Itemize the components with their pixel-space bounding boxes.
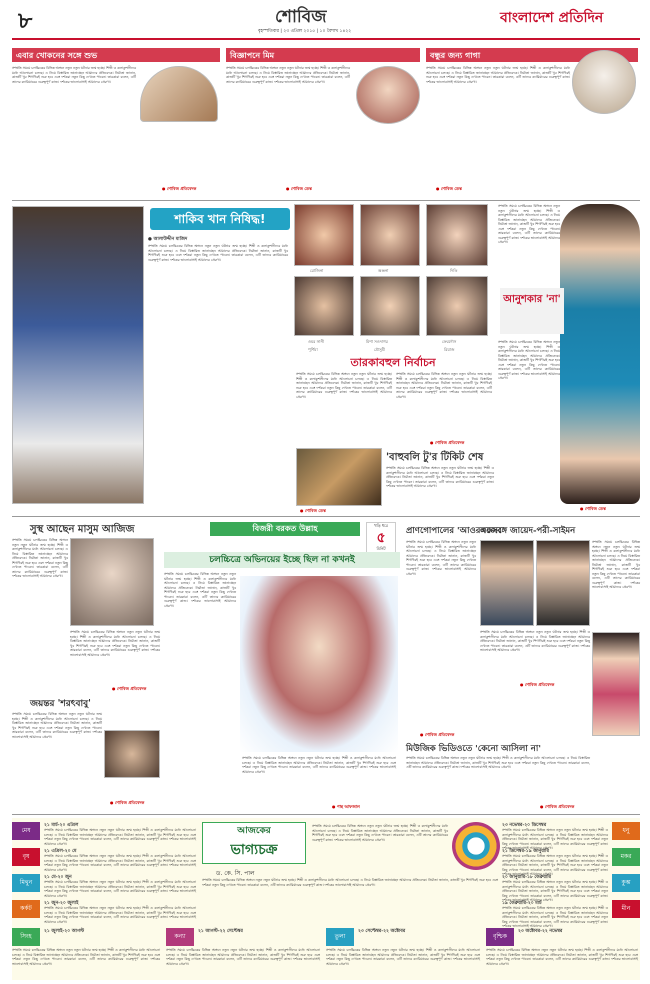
anushka-photo: [560, 204, 640, 504]
sign-label: বৃষ: [12, 848, 40, 866]
aziz-byline: ● শোবিজ প্রতিবেদক: [112, 686, 147, 691]
story-body: সম্প্রতি সময়ে চলচ্চিত্রের বিভিন্ন অঙ্গনে নতুন নতুন ঘটনার জন্ম হচ্ছে। শিল্পী ও কলাকুশলীদের মধ্যে আলোচনা চলছে। এ নিয়ে বিস্তারিত জানাচ্ছেন আমাদের প্রতিবেদক। নির্মাতা জানান, কাজটি খুব শিগগিরই শুরু হবে এবং দর্শকরা নতুন কিছু দেখতে পাবেন। তারকারা বলেন, এটি তাদের ক্যারিয়ারের গুরুত্বপূর্ণ কাজ। দর্শকের ভালোবাসাই আমাদের প্রেরণা।: [226, 66, 350, 84]
anushka-byline: ● শোবিজ ডেস্ক: [580, 506, 606, 511]
bahubali-photo: [296, 448, 382, 506]
star-name: রোজিনা: [310, 268, 324, 273]
story-gaga: [426, 48, 638, 198]
newspaper-name: বাংলাদেশ প্রতিদিন: [500, 10, 604, 26]
jayed-headline: একসঙ্গে জায়েদ-পরী-সাইমন: [480, 526, 576, 536]
star-name: ওমর সানী: [308, 339, 324, 344]
star-photo: [360, 276, 420, 336]
sharabot-byline: ● শোবিজ প্রতিবেদক: [110, 800, 145, 805]
sign-label: মিথুন: [12, 874, 40, 892]
sign-text: সম্প্রতি সময়ে চলচ্চিত্রের বিভিন্ন অঙ্গনে নতুন নতুন ঘটনার জন্ম হচ্ছে। শিল্পী ও কলাকুশলীদের মধ্যে আলোচনা চলছে। এ নিয়ে বিস্তারিত জানাচ্ছেন আমাদের প্রতিবেদক। নির্মাতা জানান, কাজটি খুব শিগগিরই শুরু হবে এবং দর্শকরা নতুন কিছু দেখতে পাবেন। তারকারা বলেন, এটি তাদের ক্যারিয়ারের গুরুত্বপূর্ণ কাজ। দর্শকের ভালোবাসাই আমাদের প্রেরণা।: [12, 948, 160, 966]
sign-libra: [326, 928, 482, 976]
awranzeb-body: সম্প্রতি সময়ে চলচ্চিত্রের বিভিন্ন অঙ্গনে নতুন নতুন ঘটনার জন্ম হচ্ছে। শিল্পী ও কলাকুশলীদের মধ্যে আলোচনা চলছে। এ নিয়ে বিস্তারিত জানাচ্ছেন আমাদের প্রতিবেদক। নির্মাতা জানান, কাজটি খুব শিগগিরই শুরু হবে এবং দর্শকরা নতুন কিছু দেখতে পাবেন। তারকারা বলেন, এটি তাদের ক্যারিয়ারের গুরুত্বপূর্ণ কাজ। দর্শকের ভালোবাসাই আমাদের প্রেরণা।: [406, 540, 476, 576]
shakib-photo: [12, 206, 144, 504]
sign-taurus: [12, 848, 198, 872]
masthead-rule: [12, 38, 640, 40]
story-byline: ● শোবিজ ডেস্ক: [436, 186, 462, 191]
time-badge: [366, 522, 396, 554]
sign-dates: ১৯ ফেব্রুয়ারি-২০ মার্চ: [502, 901, 542, 906]
interview-banner: বিজরী বরকত উল্লাহ: [210, 522, 360, 536]
aziz-photo: [70, 538, 154, 626]
lead-title: শাকিব খান নিষিদ্ধ!: [174, 212, 266, 226]
sign-label: কর্কট: [12, 900, 40, 918]
star-photo: [360, 204, 420, 266]
lead-author: ● আলাউদ্দীন মাজিদ: [148, 237, 188, 242]
sign-text: সম্প্রতি সময়ে চলচ্চিত্রের বিভিন্ন অঙ্গনে নতুন নতুন ঘটনার জন্ম হচ্ছে। শিল্পী ও কলাকুশলীদের মধ্যে আলোচনা চলছে। এ নিয়ে বিস্তারিত জানাচ্ছেন আমাদের প্রতিবেদক। নির্মাতা জানান, কাজটি খুব শিগগিরই শুরু হবে এবং দর্শকরা নতুন কিছু দেখতে পাবেন। তারকারা বলেন, এটি তাদের ক্যারিয়ারের গুরুত্বপূর্ণ কাজ। দর্শকের ভালোবাসাই আমাদের প্রেরণা।: [486, 948, 638, 966]
sharabot-headline: জয়ন্তর 'শরৎবাবু': [30, 699, 91, 709]
sign-text: সম্প্রতি সময়ে চলচ্চিত্রের বিভিন্ন অঙ্গনে নতুন নতুন ঘটনার জন্ম হচ্ছে। শিল্পী ও কলাকুশলীদের মধ্যে আলোচনা চলছে। এ নিয়ে বিস্তারিত জানাচ্ছেন আমাদের প্রতিবেদক। নির্মাতা জানান, কাজটি খুব শিগগিরই শুরু হবে এবং দর্শকরা নতুন কিছু দেখতে পাবেন। তারকারা বলেন, এটি তাদের ক্যারিয়ারের গুরুত্বপূর্ণ কাজ। দর্শকের ভালোবাসাই আমাদের প্রেরণা।: [44, 854, 196, 872]
bahubali-byline: ● শোবিজ ডেস্ক: [300, 508, 326, 513]
bottom-divider: [12, 814, 640, 815]
sign-label: মীন: [612, 900, 640, 918]
star-photo: [294, 276, 354, 336]
sharabot-body: সম্প্রতি সময়ে চলচ্চিত্রের বিভিন্ন অঙ্গনে নতুন নতুন ঘটনার জন্ম হচ্ছে। শিল্পী ও কলাকুশলীদের মধ্যে আলোচনা চলছে। এ নিয়ে বিস্তারিত জানাচ্ছেন আমাদের প্রতিবেদক। নির্মাতা জানান, কাজটি খুব শিগগিরই শুরু হবে এবং দর্শকরা নতুন কিছু দেখতে পাবেন। তারকারা বলেন, এটি তাদের ক্যারিয়ারের গুরুত্বপূর্ণ কাজ। দর্শকের ভালোবাসাই আমাদের প্রেরণা।: [12, 712, 102, 739]
sign-dates: ২১ মে-২০ জুন: [44, 875, 72, 880]
sign-dates: ২১ জুন-২০ জুলাই: [44, 901, 79, 906]
story-byline: ● শোবিজ ডেস্ক: [286, 186, 312, 191]
tarokabohul-body: সম্প্রতি সময়ে চলচ্চিত্রের বিভিন্ন অঙ্গনে নতুন নতুন ঘটনার জন্ম হচ্ছে। শিল্পী ও কলাকুশলীদের মধ্যে আলোচনা চলছে। এ নিয়ে বিস্তারিত জানাচ্ছেন আমাদের প্রতিবেদক। নির্মাতা জানান, কাজটি খুব শিগগিরই শুরু হবে এবং দর্শকরা নতুন কিছু দেখতে পাবেন। তারকারা বলেন, এটি তাদের ক্যারিয়ারের গুরুত্বপূর্ণ কাজ। দর্শকের ভালোবাসাই আমাদের প্রেরণা।: [296, 372, 392, 399]
sign-label: ধনু: [612, 822, 640, 840]
sign-scorpio: [486, 928, 640, 976]
horoscope-title-small: আজকের: [237, 826, 271, 836]
star-name: অঞ্জনা: [378, 268, 389, 273]
aziz-headline: সুস্থ আছেন মাসুম আজিজ: [30, 524, 135, 535]
tarokabohul-byline: ● শোবিজ প্রতিবেদক: [430, 440, 465, 445]
sign-dates: ২০ জানুয়ারি-১৮ ফেব্রুয়ারি: [502, 875, 552, 880]
top-divider: [12, 200, 640, 201]
interview-box: [164, 522, 400, 812]
star-photo: [426, 276, 488, 336]
sign-label: কুম্ভ: [612, 874, 640, 892]
star-photo: [294, 204, 354, 266]
sign-dates: ২১ আগস্ট-২২ সেপ্টেম্বর: [198, 929, 243, 934]
awranzeb-headline: প্রাণগোপালের 'আওরঙ্গজেব': [406, 526, 505, 536]
sign-virgo: [166, 928, 322, 976]
star-name: দিতি: [450, 268, 458, 273]
horoscope-intro: সম্প্রতি সময়ে চলচ্চিত্রের বিভিন্ন অঙ্গনে নতুন নতুন ঘটনার জন্ম হচ্ছে। শিল্পী ও কলাকুশলীদের মধ্যে আলোচনা চলছে। এ নিয়ে বিস্তারিত জানাচ্ছেন আমাদের প্রতিবেদক। নির্মাতা জানান, কাজটি খুব শিগগিরই শুরু হবে এবং দর্শকরা নতুন কিছু দেখতে পাবেন। তারকারা বলেন, এটি তাদের ক্যারিয়ারের গুরুত্বপূর্ণ কাজ। দর্শকের ভালোবাসাই আমাদের প্রেরণা।: [312, 824, 448, 842]
aziz-body: সম্প্রতি সময়ে চলচ্চিত্রের বিভিন্ন অঙ্গনে নতুন নতুন ঘটনার জন্ম হচ্ছে। শিল্পী ও কলাকুশলীদের মধ্যে আলোচনা চলছে। এ নিয়ে বিস্তারিত জানাচ্ছেন আমাদের প্রতিবেদক। নির্মাতা জানান, কাজটি খুব শিগগিরই শুরু হবে এবং দর্শকরা নতুন কিছু দেখতে পাবেন। তারকারা বলেন, এটি তাদের ক্যারিয়ারের গুরুত্বপূর্ণ কাজ। দর্শকের ভালোবাসাই আমাদের প্রেরণা।: [12, 538, 68, 578]
sign-aries: [12, 822, 198, 846]
sign-text: সম্প্রতি সময়ে চলচ্চিত্রের বিভিন্ন অঙ্গনে নতুন নতুন ঘটনার জন্ম হচ্ছে। শিল্পী ও কলাকুশলীদের মধ্যে আলোচনা চলছে। এ নিয়ে বিস্তারিত জানাচ্ছেন আমাদের প্রতিবেদক। নির্মাতা জানান, কাজটি খুব শিগগিরই শুরু হবে এবং দর্শকরা নতুন কিছু দেখতে পাবেন। তারকারা বলেন, এটি তাদের ক্যারিয়ারের গুরুত্বপূর্ণ কাজ। দর্শকের ভালোবাসাই আমাদের প্রেরণা।: [166, 948, 320, 966]
story-photo: [356, 66, 420, 124]
bahubali-body: সম্প্রতি সময়ে চলচ্চিত্রের বিভিন্ন অঙ্গনে নতুন নতুন ঘটনার জন্ম হচ্ছে। শিল্পী ও কলাকুশলীদের মধ্যে আলোচনা চলছে। এ নিয়ে বিস্তারিত জানাচ্ছেন আমাদের প্রতিবেদক। নির্মাতা জানান, কাজটি খুব শিগগিরই শুরু হবে এবং দর্শকরা নতুন কিছু দেখতে পাবেন। তারকারা বলেন, এটি তাদের ক্যারিয়ারের গুরুত্বপূর্ণ কাজ। দর্শকের ভালোবাসাই আমাদের প্রেরণা।: [386, 466, 494, 488]
sign-dates: ২১ এপ্রিল-২০ মে: [44, 849, 77, 854]
sign-text: সম্প্রতি সময়ে চলচ্চিত্রের বিভিন্ন অঙ্গনে নতুন নতুন ঘটনার জন্ম হচ্ছে। শিল্পী ও কলাকুশলীদের মধ্যে আলোচনা চলছে। এ নিয়ে বিস্তারিত জানাচ্ছেন আমাদের প্রতিবেদক। নির্মাতা জানান, কাজটি খুব শিগগিরই শুরু হবে এবং দর্শকরা নতুন কিছু দেখতে পাবেন। তারকারা বলেন, এটি তাদের ক্যারিয়ারের গুরুত্বপূর্ণ কাজ। দর্শকের ভালোবাসাই আমাদের প্রেরণা।: [502, 854, 608, 876]
video-byline: ● শোবিজ প্রতিবেদক: [540, 804, 575, 809]
sign-text: সম্প্রতি সময়ে চলচ্চিত্রের বিভিন্ন অঙ্গনে নতুন নতুন ঘটনার জন্ম হচ্ছে। শিল্পী ও কলাকুশলীদের মধ্যে আলোচনা চলছে। এ নিয়ে বিস্তারিত জানাচ্ছেন আমাদের প্রতিবেদক। নির্মাতা জানান, কাজটি খুব শিগগিরই শুরু হবে এবং দর্শকরা নতুন কিছু দেখতে পাবেন। তারকারা বলেন, এটি তাদের ক্যারিয়ারের গুরুত্বপূর্ণ কাজ। দর্শকের ভালোবাসাই আমাদের প্রেরণা।: [326, 948, 480, 966]
sign-text: সম্প্রতি সময়ে চলচ্চিত্রের বিভিন্ন অঙ্গনে নতুন নতুন ঘটনার জন্ম হচ্ছে। শিল্পী ও কলাকুশলীদের মধ্যে আলোচনা চলছে। এ নিয়ে বিস্তারিত জানাচ্ছেন আমাদের প্রতিবেদক। নির্মাতা জানান, কাজটি খুব শিগগিরই শুরু হবে এবং দর্শকরা নতুন কিছু দেখতে পাবেন। তারকারা বলেন, এটি তাদের ক্যারিয়ারের গুরুত্বপূর্ণ কাজ। দর্শকের ভালোবাসাই আমাদের প্রেরণা।: [44, 828, 196, 846]
anushka-title: আনুশকার 'না': [503, 294, 561, 305]
sign-text: সম্প্রতি সময়ে চলচ্চিত্রের বিভিন্ন অঙ্গনে নতুন নতুন ঘটনার জন্ম হচ্ছে। শিল্পী ও কলাকুশলীদের মধ্যে আলোচনা চলছে। এ নিয়ে বিস্তারিত জানাচ্ছেন আমাদের প্রতিবেদক। নির্মাতা জানান, কাজটি খুব শিগগিরই শুরু হবে এবং দর্শকরা নতুন কিছু দেখতে পাবেন। তারকারা বলেন, এটি তাদের ক্যারিয়ারের গুরুত্বপূর্ণ কাজ। দর্শকের ভালোবাসাই আমাদের প্রেরণা।: [502, 880, 608, 902]
star-photo: [426, 204, 488, 266]
sign-leo: [12, 928, 162, 976]
story-headline: বিজ্ঞাপনে মিম: [226, 48, 420, 62]
sharabot-photo: [104, 730, 160, 778]
sign-dates: ২৩ নভেম্বর-২০ ডিসেম্বর: [502, 823, 547, 828]
sign-text: সম্প্রতি সময়ে চলচ্চিত্রের বিভিন্ন অঙ্গনে নতুন নতুন ঘটনার জন্ম হচ্ছে। শিল্পী ও কলাকুশলীদের মধ্যে আলোচনা চলছে। এ নিয়ে বিস্তারিত জানাচ্ছেন আমাদের প্রতিবেদক। নির্মাতা জানান, কাজটি খুব শিগগিরই শুরু হবে এবং দর্শকরা নতুন কিছু দেখতে পাবেন। তারকারা বলেন, এটি তাদের ক্যারিয়ারের গুরুত্বপূর্ণ কাজ। দর্শকের ভালোবাসাই আমাদের প্রেরণা।: [502, 906, 608, 928]
aziz-body: সম্প্রতি সময়ে চলচ্চিত্রের বিভিন্ন অঙ্গনে নতুন নতুন ঘটনার জন্ম হচ্ছে। শিল্পী ও কলাকুশলীদের মধ্যে আলোচনা চলছে। এ নিয়ে বিস্তারিত জানাচ্ছেন আমাদের প্রতিবেদক। নির্মাতা জানান, কাজটি খুব শিগগিরই শুরু হবে এবং দর্শকরা নতুন কিছু দেখতে পাবেন। তারকারা বলেন, এটি তাদের ক্যারিয়ারের গুরুত্বপূর্ণ কাজ। দর্শকের ভালোবাসাই আমাদের প্রেরণা।: [70, 630, 160, 657]
anushka-headline: [500, 288, 564, 334]
star-name: পূর্ণিমা: [308, 347, 318, 352]
sign-dates: ২১ মার্চ-২০ এপ্রিল: [44, 823, 79, 828]
video-headline: মিউজিক ভিডিওতে 'কেনো আসিলা না': [406, 744, 541, 754]
story-body: সম্প্রতি সময়ে চলচ্চিত্রের বিভিন্ন অঙ্গনে নতুন নতুন ঘটনার জন্ম হচ্ছে। শিল্পী ও কলাকুশলীদের মধ্যে আলোচনা চলছে। এ নিয়ে বিস্তারিত জানাচ্ছেন আমাদের প্রতিবেদক। নির্মাতা জানান, কাজটি খুব শিগগিরই শুরু হবে এবং দর্শকরা নতুন কিছু দেখতে পাবেন। তারকারা বলেন, এটি তাদের ক্যারিয়ারের গুরুত্বপূর্ণ কাজ। দর্শকের ভালোবাসাই আমাদের প্রেরণা।: [12, 66, 136, 84]
story-photo: [572, 50, 636, 114]
horoscope-title-box: [202, 822, 306, 864]
sign-label: মকর: [612, 848, 640, 866]
interview-byline: ● পান্থ আফজাল: [332, 804, 360, 809]
anushka-body: সম্প্রতি সময়ে চলচ্চিত্রের বিভিন্ন অঙ্গনে নতুন নতুন ঘটনার জন্ম হচ্ছে। শিল্পী ও কলাকুশলীদের মধ্যে আলোচনা চলছে। এ নিয়ে বিস্তারিত জানাচ্ছেন আমাদের প্রতিবেদক। নির্মাতা জানান, কাজটি খুব শিগগিরই শুরু হবে এবং দর্শকরা নতুন কিছু দেখতে পাবেন। তারকারা বলেন, এটি তাদের ক্যারিয়ারের গুরুত্বপূর্ণ কাজ। দর্শকের ভালোবাসাই আমাদের প্রেরণা।: [498, 204, 560, 244]
interview-body: সম্প্রতি সময়ে চলচ্চিত্রের বিভিন্ন অঙ্গনে নতুন নতুন ঘটনার জন্ম হচ্ছে। শিল্পী ও কলাকুশলীদের মধ্যে আলোচনা চলছে। এ নিয়ে বিস্তারিত জানাচ্ছেন আমাদের প্রতিবেদক। নির্মাতা জানান, কাজটি খুব শিগগিরই শুরু হবে এবং দর্শকরা নতুন কিছু দেখতে পাবেন। তারকারা বলেন, এটি তাদের ক্যারিয়ারের গুরুত্বপূর্ণ কাজ। দর্শকের ভালোবাসাই আমাদের প্রেরণা।: [164, 572, 236, 608]
lead-body: সম্প্রতি সময়ে চলচ্চিত্রের বিভিন্ন অঙ্গনে নতুন নতুন ঘটনার জন্ম হচ্ছে। শিল্পী ও কলাকুশলীদের মধ্যে আলোচনা চলছে। এ নিয়ে বিস্তারিত জানাচ্ছেন আমাদের প্রতিবেদক। নির্মাতা জানান, কাজটি খুব শিগগিরই শুরু হবে এবং দর্শকরা নতুন কিছু দেখতে পাবেন। তারকারা বলেন, এটি তাদের ক্যারিয়ারের গুরুত্বপূর্ণ কাজ। দর্শকের ভালোবাসাই আমাদের প্রেরণা।: [148, 244, 288, 262]
section-title: শোবিজ: [275, 7, 327, 27]
sign-dates: ২৩ অক্টোবর-২২ নভেম্বর: [518, 929, 563, 934]
tarokabohul-title: তারকাবহুল নির্বাচন: [350, 356, 436, 369]
sign-label: কন্যা: [166, 928, 194, 946]
story-photo: [140, 66, 218, 122]
badge-top: খড়ি ধরে: [374, 523, 388, 528]
sign-text: সম্প্রতি সময়ে চলচ্চিত্রের বিভিন্ন অঙ্গনে নতুন নতুন ঘটনার জন্ম হচ্ছে। শিল্পী ও কলাকুশলীদের মধ্যে আলোচনা চলছে। এ নিয়ে বিস্তারিত জানাচ্ছেন আমাদের প্রতিবেদক। নির্মাতা জানান, কাজটি খুব শিগগিরই শুরু হবে এবং দর্শকরা নতুন কিছু দেখতে পাবেন। তারকারা বলেন, এটি তাদের ক্যারিয়ারের গুরুত্বপূর্ণ কাজ। দর্শকের ভালোবাসাই আমাদের প্রেরণা।: [502, 828, 608, 850]
star-name: রিয়াজ: [444, 347, 455, 352]
star-name: মিশা সওদাগর: [366, 339, 388, 344]
horoscope-section: [12, 818, 640, 980]
jayed-photo: [592, 632, 640, 736]
story-mim: [226, 48, 420, 198]
sign-label: তুলা: [326, 928, 354, 946]
tarokabohul-block: [294, 204, 492, 370]
sign-pisces: [502, 900, 640, 928]
sign-text: সম্প্রতি সময়ে চলচ্চিত্রের বিভিন্ন অঙ্গনে নতুন নতুন ঘটনার জন্ম হচ্ছে। শিল্পী ও কলাকুশলীদের মধ্যে আলোচনা চলছে। এ নিয়ে বিস্তারিত জানাচ্ছেন আমাদের প্রতিবেদক। নির্মাতা জানান, কাজটি খুব শিগগিরই শুরু হবে এবং দর্শকরা নতুন কিছু দেখতে পাবেন। তারকারা বলেন, এটি তাদের ক্যারিয়ারের গুরুত্বপূর্ণ কাজ। দর্শকের ভালোবাসাই আমাদের প্রেরণা।: [44, 880, 196, 898]
sign-label: সিংহ: [12, 928, 40, 946]
star-name: মৌসুমী: [374, 347, 385, 352]
jayed-body: সম্প্রতি সময়ে চলচ্চিত্রের বিভিন্ন অঙ্গনে নতুন নতুন ঘটনার জন্ম হচ্ছে। শিল্পী ও কলাকুশলীদের মধ্যে আলোচনা চলছে। এ নিয়ে বিস্তারিত জানাচ্ছেন আমাদের প্রতিবেদক। নির্মাতা জানান, কাজটি খুব শিগগিরই শুরু হবে এবং দর্শকরা নতুন কিছু দেখতে পাবেন। তারকারা বলেন, এটি তাদের ক্যারিয়ারের গুরুত্বপূর্ণ কাজ। দর্শকের ভালোবাসাই আমাদের প্রেরণা।: [592, 540, 640, 589]
horoscope-title-big: ভাগ্যচক্র: [230, 842, 278, 858]
star-name: ফেরদৌস: [442, 339, 457, 344]
interview-title: চলচ্চিত্রে অভিনয়ের ইচ্ছে ছিল না কখনই: [164, 552, 400, 568]
page-number: ৮: [18, 8, 33, 34]
bahubali-headline: 'বাহুবলি টু'র টিকিট শেষ: [386, 452, 484, 463]
zodiac-wheel-icon: [452, 822, 500, 870]
sign-text: সম্প্রতি সময়ে চলচ্চিত্রের বিভিন্ন অঙ্গনে নতুন নতুন ঘটনার জন্ম হচ্ছে। শিল্পী ও কলাকুশলীদের মধ্যে আলোচনা চলছে। এ নিয়ে বিস্তারিত জানাচ্ছেন আমাদের প্রতিবেদক। নির্মাতা জানান, কাজটি খুব শিগগিরই শুরু হবে এবং দর্শকরা নতুন কিছু দেখতে পাবেন। তারকারা বলেন, এটি তাদের ক্যারিয়ারের গুরুত্বপূর্ণ কাজ। দর্শকের ভালোবাসাই আমাদের প্রেরণা।: [44, 906, 196, 924]
sign-aquarius: [502, 874, 640, 902]
horoscope-intro: সম্প্রতি সময়ে চলচ্চিত্রের বিভিন্ন অঙ্গনে নতুন নতুন ঘটনার জন্ম হচ্ছে। শিল্পী ও কলাকুশলীদের মধ্যে আলোচনা চলছে। এ নিয়ে বিস্তারিত জানাচ্ছেন আমাদের প্রতিবেদক। নির্মাতা জানান, কাজটি খুব শিগগিরই শুরু হবে এবং দর্শকরা নতুন কিছু দেখতে পাবেন। তারকারা বলেন, এটি তাদের ক্যারিয়ারের গুরুত্বপূর্ণ কাজ। দর্শকের ভালোবাসাই আমাদের প্রেরণা।: [202, 878, 498, 887]
story-shuvo: [12, 48, 220, 198]
sign-cancer: [12, 900, 198, 924]
story-byline: ● শোবিজ প্রতিবেদক: [162, 186, 197, 191]
sign-dates: ২৩ সেপ্টেম্বর-২২ অক্টোবর: [358, 929, 406, 934]
anushka-body: সম্প্রতি সময়ে চলচ্চিত্রের বিভিন্ন অঙ্গনে নতুন নতুন ঘটনার জন্ম হচ্ছে। শিল্পী ও কলাকুশলীদের মধ্যে আলোচনা চলছে। এ নিয়ে বিস্তারিত জানাচ্ছেন আমাদের প্রতিবেদক। নির্মাতা জানান, কাজটি খুব শিগগিরই শুরু হবে এবং দর্শকরা নতুন কিছু দেখতে পাবেন। তারকারা বলেন, এটি তাদের ক্যারিয়ারের গুরুত্বপূর্ণ কাজ। দর্শকের ভালোবাসাই আমাদের প্রেরণা।: [498, 340, 560, 380]
sign-gemini: [12, 874, 198, 898]
sign-label: মেষ: [12, 822, 40, 840]
sign-dates: ২১ ডিসেম্বর-১৯ জানুয়ারি: [502, 849, 549, 854]
jayed-byline: ● শোবিজ প্রতিবেদক: [520, 682, 555, 687]
sign-sagittarius: [502, 822, 640, 850]
awranzeb-byline: ● শোবিজ প্রতিবেদক: [420, 732, 455, 737]
badge-bottom: মিনিট: [376, 546, 386, 551]
sign-capricorn: [502, 848, 640, 876]
masthead: [0, 0, 650, 42]
horoscope-author: ড. কে. সি. পাল: [216, 870, 255, 877]
interview-body: সম্প্রতি সময়ে চলচ্চিত্রের বিভিন্ন অঙ্গনে নতুন নতুন ঘটনার জন্ম হচ্ছে। শিল্পী ও কলাকুশলীদের মধ্যে আলোচনা চলছে। এ নিয়ে বিস্তারিত জানাচ্ছেন আমাদের প্রতিবেদক। নির্মাতা জানান, কাজটি খুব শিগগিরই শুরু হবে এবং দর্শকরা নতুন কিছু দেখতে পাবেন। তারকারা বলেন, এটি তাদের ক্যারিয়ারের গুরুত্বপূর্ণ কাজ। দর্শকের ভালোবাসাই আমাদের প্রেরণা।: [242, 756, 396, 774]
badge-number: ৫: [376, 530, 386, 546]
issue-date: বৃহস্পতিবার | ২৩ এপ্রিল ২০১৫ | ১০ বৈশাখ ১৪২২: [258, 29, 352, 34]
jayed-photo: [536, 540, 590, 626]
jayed-photo: [480, 540, 534, 626]
story-body: সম্প্রতি সময়ে চলচ্চিত্রের বিভিন্ন অঙ্গনে নতুন নতুন ঘটনার জন্ম হচ্ছে। শিল্পী ও কলাকুশলীদের মধ্যে আলোচনা চলছে। এ নিয়ে বিস্তারিত জানাচ্ছেন আমাদের প্রতিবেদক। নির্মাতা জানান, কাজটি খুব শিগগিরই শুরু হবে এবং দর্শকরা নতুন কিছু দেখতে পাবেন। তারকারা বলেন, এটি তাদের ক্যারিয়ারের গুরুত্বপূর্ণ কাজ। দর্শকের ভালোবাসাই আমাদের প্রেরণা।: [426, 66, 570, 84]
lead-headline: [150, 208, 290, 230]
sign-dates: ২১ জুলাই-২০ আগস্ট: [44, 929, 85, 934]
story-headline: এবার খোকনের সঙ্গে শুভ: [12, 48, 220, 62]
sign-label: বৃশ্চিক: [486, 928, 514, 946]
interview-photo: [240, 576, 398, 752]
tarokabohul-body: সম্প্রতি সময়ে চলচ্চিত্রের বিভিন্ন অঙ্গনে নতুন নতুন ঘটনার জন্ম হচ্ছে। শিল্পী ও কলাকুশলীদের মধ্যে আলোচনা চলছে। এ নিয়ে বিস্তারিত জানাচ্ছেন আমাদের প্রতিবেদক। নির্মাতা জানান, কাজটি খুব শিগগিরই শুরু হবে এবং দর্শকরা নতুন কিছু দেখতে পাবেন। তারকারা বলেন, এটি তাদের ক্যারিয়ারের গুরুত্বপূর্ণ কাজ। দর্শকের ভালোবাসাই আমাদের প্রেরণা।: [396, 372, 492, 399]
story-headline: বন্ধুর জন্য গাগা: [426, 48, 638, 62]
jayed-body: সম্প্রতি সময়ে চলচ্চিত্রের বিভিন্ন অঙ্গনে নতুন নতুন ঘটনার জন্ম হচ্ছে। শিল্পী ও কলাকুশলীদের মধ্যে আলোচনা চলছে। এ নিয়ে বিস্তারিত জানাচ্ছেন আমাদের প্রতিবেদক। নির্মাতা জানান, কাজটি খুব শিগগিরই শুরু হবে এবং দর্শকরা নতুন কিছু দেখতে পাবেন। তারকারা বলেন, এটি তাদের ক্যারিয়ারের গুরুত্বপূর্ণ কাজ। দর্শকের ভালোবাসাই আমাদের প্রেরণা।: [480, 630, 590, 652]
video-body: সম্প্রতি সময়ে চলচ্চিত্রের বিভিন্ন অঙ্গনে নতুন নতুন ঘটনার জন্ম হচ্ছে। শিল্পী ও কলাকুশলীদের মধ্যে আলোচনা চলছে। এ নিয়ে বিস্তারিত জানাচ্ছেন আমাদের প্রতিবেদক। নির্মাতা জানান, কাজটি খুব শিগগিরই শুরু হবে এবং দর্শকরা নতুন কিছু দেখতে পাবেন। তারকারা বলেন, এটি তাদের ক্যারিয়ারের গুরুত্বপূর্ণ কাজ। দর্শকের ভালোবাসাই আমাদের প্রেরণা।: [406, 756, 590, 769]
mid-divider: [12, 516, 640, 517]
